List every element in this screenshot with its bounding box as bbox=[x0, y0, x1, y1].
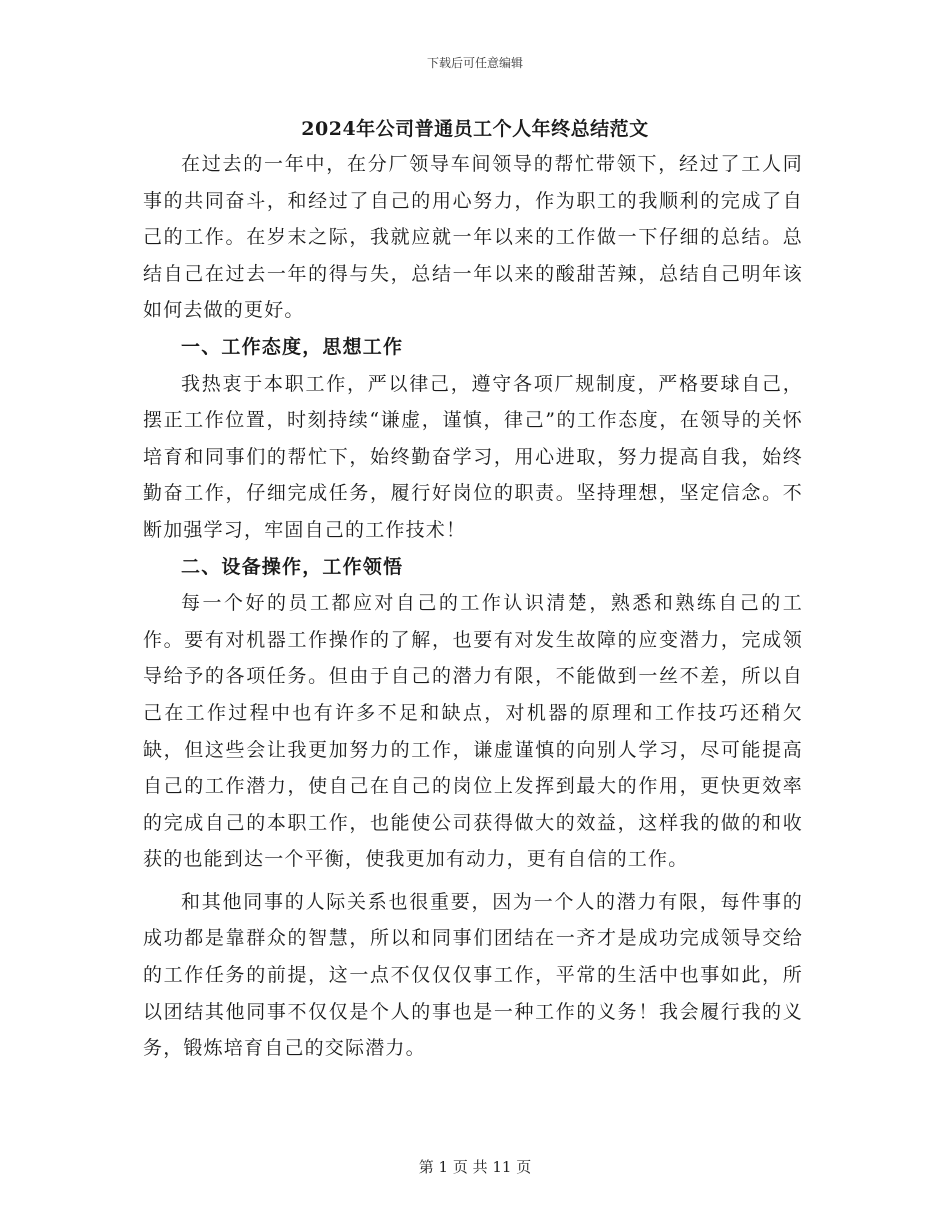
document-body bbox=[143, 146, 803, 1067]
attitude-paragraph: 我热衷于本职工作，严以律己，遵守各项厂规制度，严格要球自己，摆正工作位置，时刻持续“谦虚，谨慎，律己”的工作态度，在领导的关怀培育和同事们的帮忙下，始终勤奋学习，用心进取，努力提高自我，始终勤奋工作，仔细完成任务，履行好岗位的职责。坚持理想，坚定信念。不断加强学习，牢固自己的工作技术！ bbox=[143, 372, 803, 541]
document-title: 2024年公司普通员工个人年终总结范文 bbox=[301, 118, 649, 140]
equipment-paragraph: 每一个好的员工都应对自己的工作认识清楚，熟悉和熟练自己的工作。要有对机器工作操作的了解，也要有对发生故障的应变潜力，完成领导给予的各项任务。但由于自己的潜力有限，不能做到一丝不差，所以自己在工作过程中也有许多不足和缺点，对机器的原理和工作技巧还稍欠缺，但这些会让我更加努力的工作，谦虚谨慎的向别人学习，尽可能提高自己的工作潜力，使自己在自己的岗位上发挥到最大的作用，更快更效率的完成自己的本职工作，也能使公司获得做大的效益，这样我的做的和收获的也能到达一个平衡，使我更加有动力，更有自信的工作。 bbox=[143, 592, 803, 871]
intro-paragraph: 在过去的一年中，在分厂领导车间领导的帮忙带领下，经过了工人同事的共同奋斗，和经过了自己的用心努力，作为职工的我顺利的完成了自己的工作。在岁末之际，我就应就一年以来的工作做一下仔细的总结。总结自己在过去一年的得与失，总结一年以来的酸甜苦辣，总结自己明年该如何去做的更好。 bbox=[143, 153, 803, 322]
download-note: 下载后可任意编辑 bbox=[426, 56, 523, 70]
relations-paragraph: 和其他同事的人际关系也很重要，因为一个人的潜力有限，每件事的成功都是靠群众的智慧，所以和同事们团结在一齐才是成功完成领导交给的工作任务的前提，这一点不仅仅仅事工作，平常的生活中也事如此，所以团结其他同事不仅仅是个人的事也是一种工作的义务！我会履行我的义务，锻炼培育自己的交际潜力。 bbox=[143, 890, 803, 1060]
section-heading-attitude: 一、工作态度，思想工作 bbox=[181, 335, 404, 358]
section-heading-equipment: 二、设备操作，工作领悟 bbox=[181, 555, 404, 578]
page-footer: 第 1 页 共 11 页 bbox=[418, 1158, 532, 1176]
